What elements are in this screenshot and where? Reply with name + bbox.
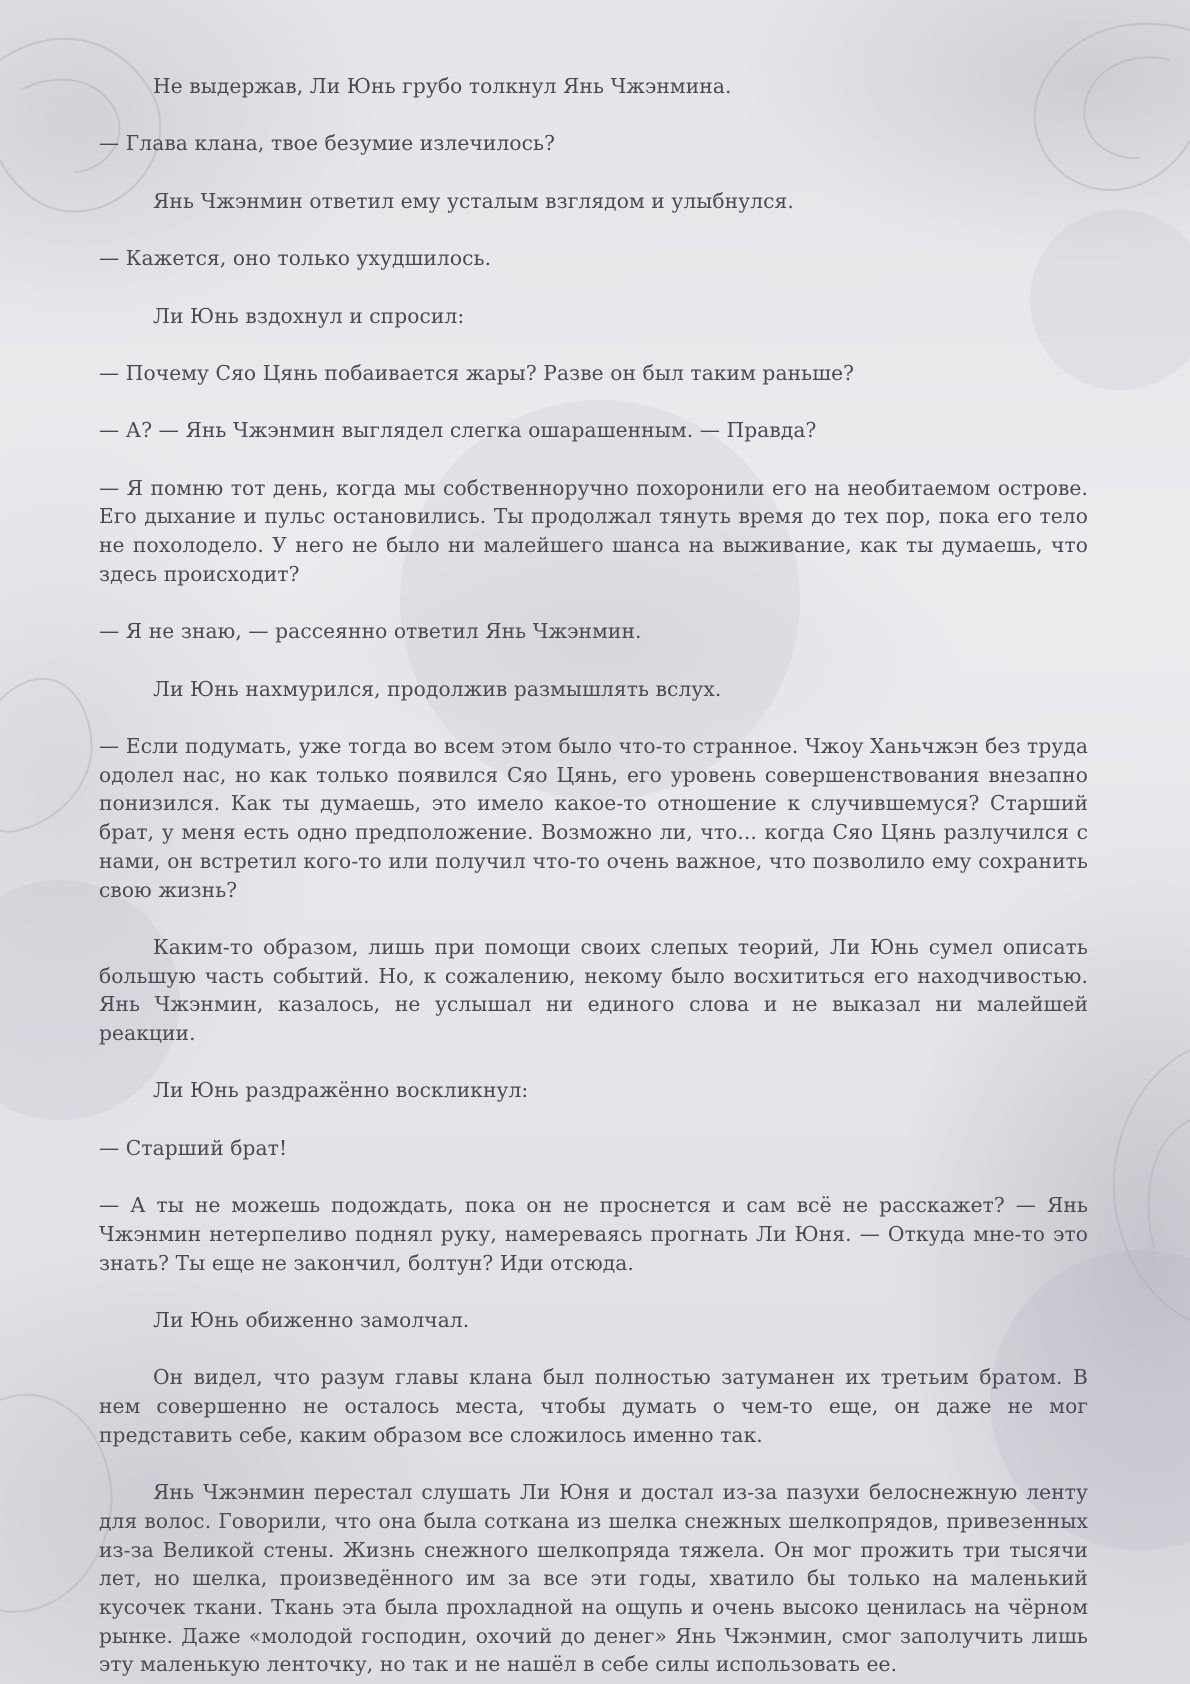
dialogue-line: — А ты не можешь подождать, пока он не проснется и сам всё не расскажет? — Янь Чжэнмин нетерпеливо поднял руку, намереваясь прогнать Ли Юня. — Откуда мне-то это знать? Ты еще не закончил, болтун? Иди отсюда. xyxy=(99,1193,1088,1275)
paragraph: Ли Юнь обиженно замолчал. xyxy=(153,1308,470,1332)
dialogue-line: — Я не знаю, — рассеянно ответил Янь Чжэнмин. xyxy=(99,619,642,644)
dialogue-line: — Я помню тот день, когда мы собственноручно похоронили его на необитаемом острове. Его дыхание и пульс остановились. Ты продолжал тянуть время до тех пор, пока его тело не похолодело. У него не было ни малейшего шанса на выживание, как ты думаешь, что здесь происходит? xyxy=(99,475,1088,586)
paragraph: Не выдержав, Ли Юнь грубо толкнул Янь Чжэнмина. xyxy=(153,74,732,98)
paragraph: Янь Чжэнмин ответил ему усталым взглядом и улыбнулся. xyxy=(153,188,794,213)
document-body xyxy=(99,72,1088,1684)
dialogue-line: — А? — Янь Чжэнмин выглядел слегка ошарашенным. — Правда? xyxy=(99,418,817,443)
dialogue-line: — Почему Сяо Цянь побаивается жары? Разве он был таким раньше? xyxy=(99,360,855,385)
dialogue-line: — Старший брат! xyxy=(99,1135,288,1160)
dialogue-line: — Глава клана, твое безумие излечилось? xyxy=(99,131,556,156)
paragraph: Ли Юнь вздохнул и спросил: xyxy=(153,303,465,328)
dialogue-line: — Если подумать, уже тогда во всем этом было что-то странное. Чжоу Ханьчжэн без труда одолел нас, но как только появился Сяо Цянь, его уровень совершенствования внезапно понизился. Как ты думаешь, это имело какое-то отношение к случившемуся? Старший брат, у меня есть одно предположение. Возможно ли, что... когда Сяо Цянь разлучился с нами, он встретил кого-то или получил что-то очень важное, что позволило ему сохранить свою жизнь? xyxy=(99,734,1088,902)
paragraph: Он видел, что разум главы клана был полностью затуманен их третьим братом. В нем совершенно не осталось места, чтобы думать о чем-то еще, он даже не мог представить себе, каким образом все сложилось именно так. xyxy=(99,1365,1088,1447)
paragraph: Янь Чжэнмин перестал слушать Ли Юня и достал из-за пазухи белоснежную ленту для волос. Говорили, что она была соткана из шелка снежных шелкопрядов, привезенных из-за Великой стены. Жизнь снежного шелкопряда тяжела. Он мог прожить три тысячи лет, но шелка, произведённого им за все эти годы, хватило бы только на маленький кусочек ткани. Ткань эта была прохладной на ощупь и очень высоко ценилась на чёрном рынке. Даже «молодой господин, охочий до денег» Янь Чжэнмин, смог заполучить лишь эту маленькую ленточку, но так и не нашёл в себе силы использовать ее. xyxy=(99,1480,1088,1677)
paragraph: Ли Юнь раздражённо воскликнул: xyxy=(153,1078,529,1103)
dialogue-line: — Кажется, оно только ухудшилось. xyxy=(99,246,492,271)
paragraph: Каким-то образом, лишь при помощи своих слепых теорий, Ли Юнь сумел описать большую часть событий. Но, к сожалению, некому было восхититься его находчивостью. Янь Чжэнмин, казалось, не услышал ни единого слова и не выказал ни малейшей реакции. xyxy=(99,934,1088,1046)
paragraph: Ли Юнь нахмурился, продолжив размышлять вслух. xyxy=(153,676,722,701)
